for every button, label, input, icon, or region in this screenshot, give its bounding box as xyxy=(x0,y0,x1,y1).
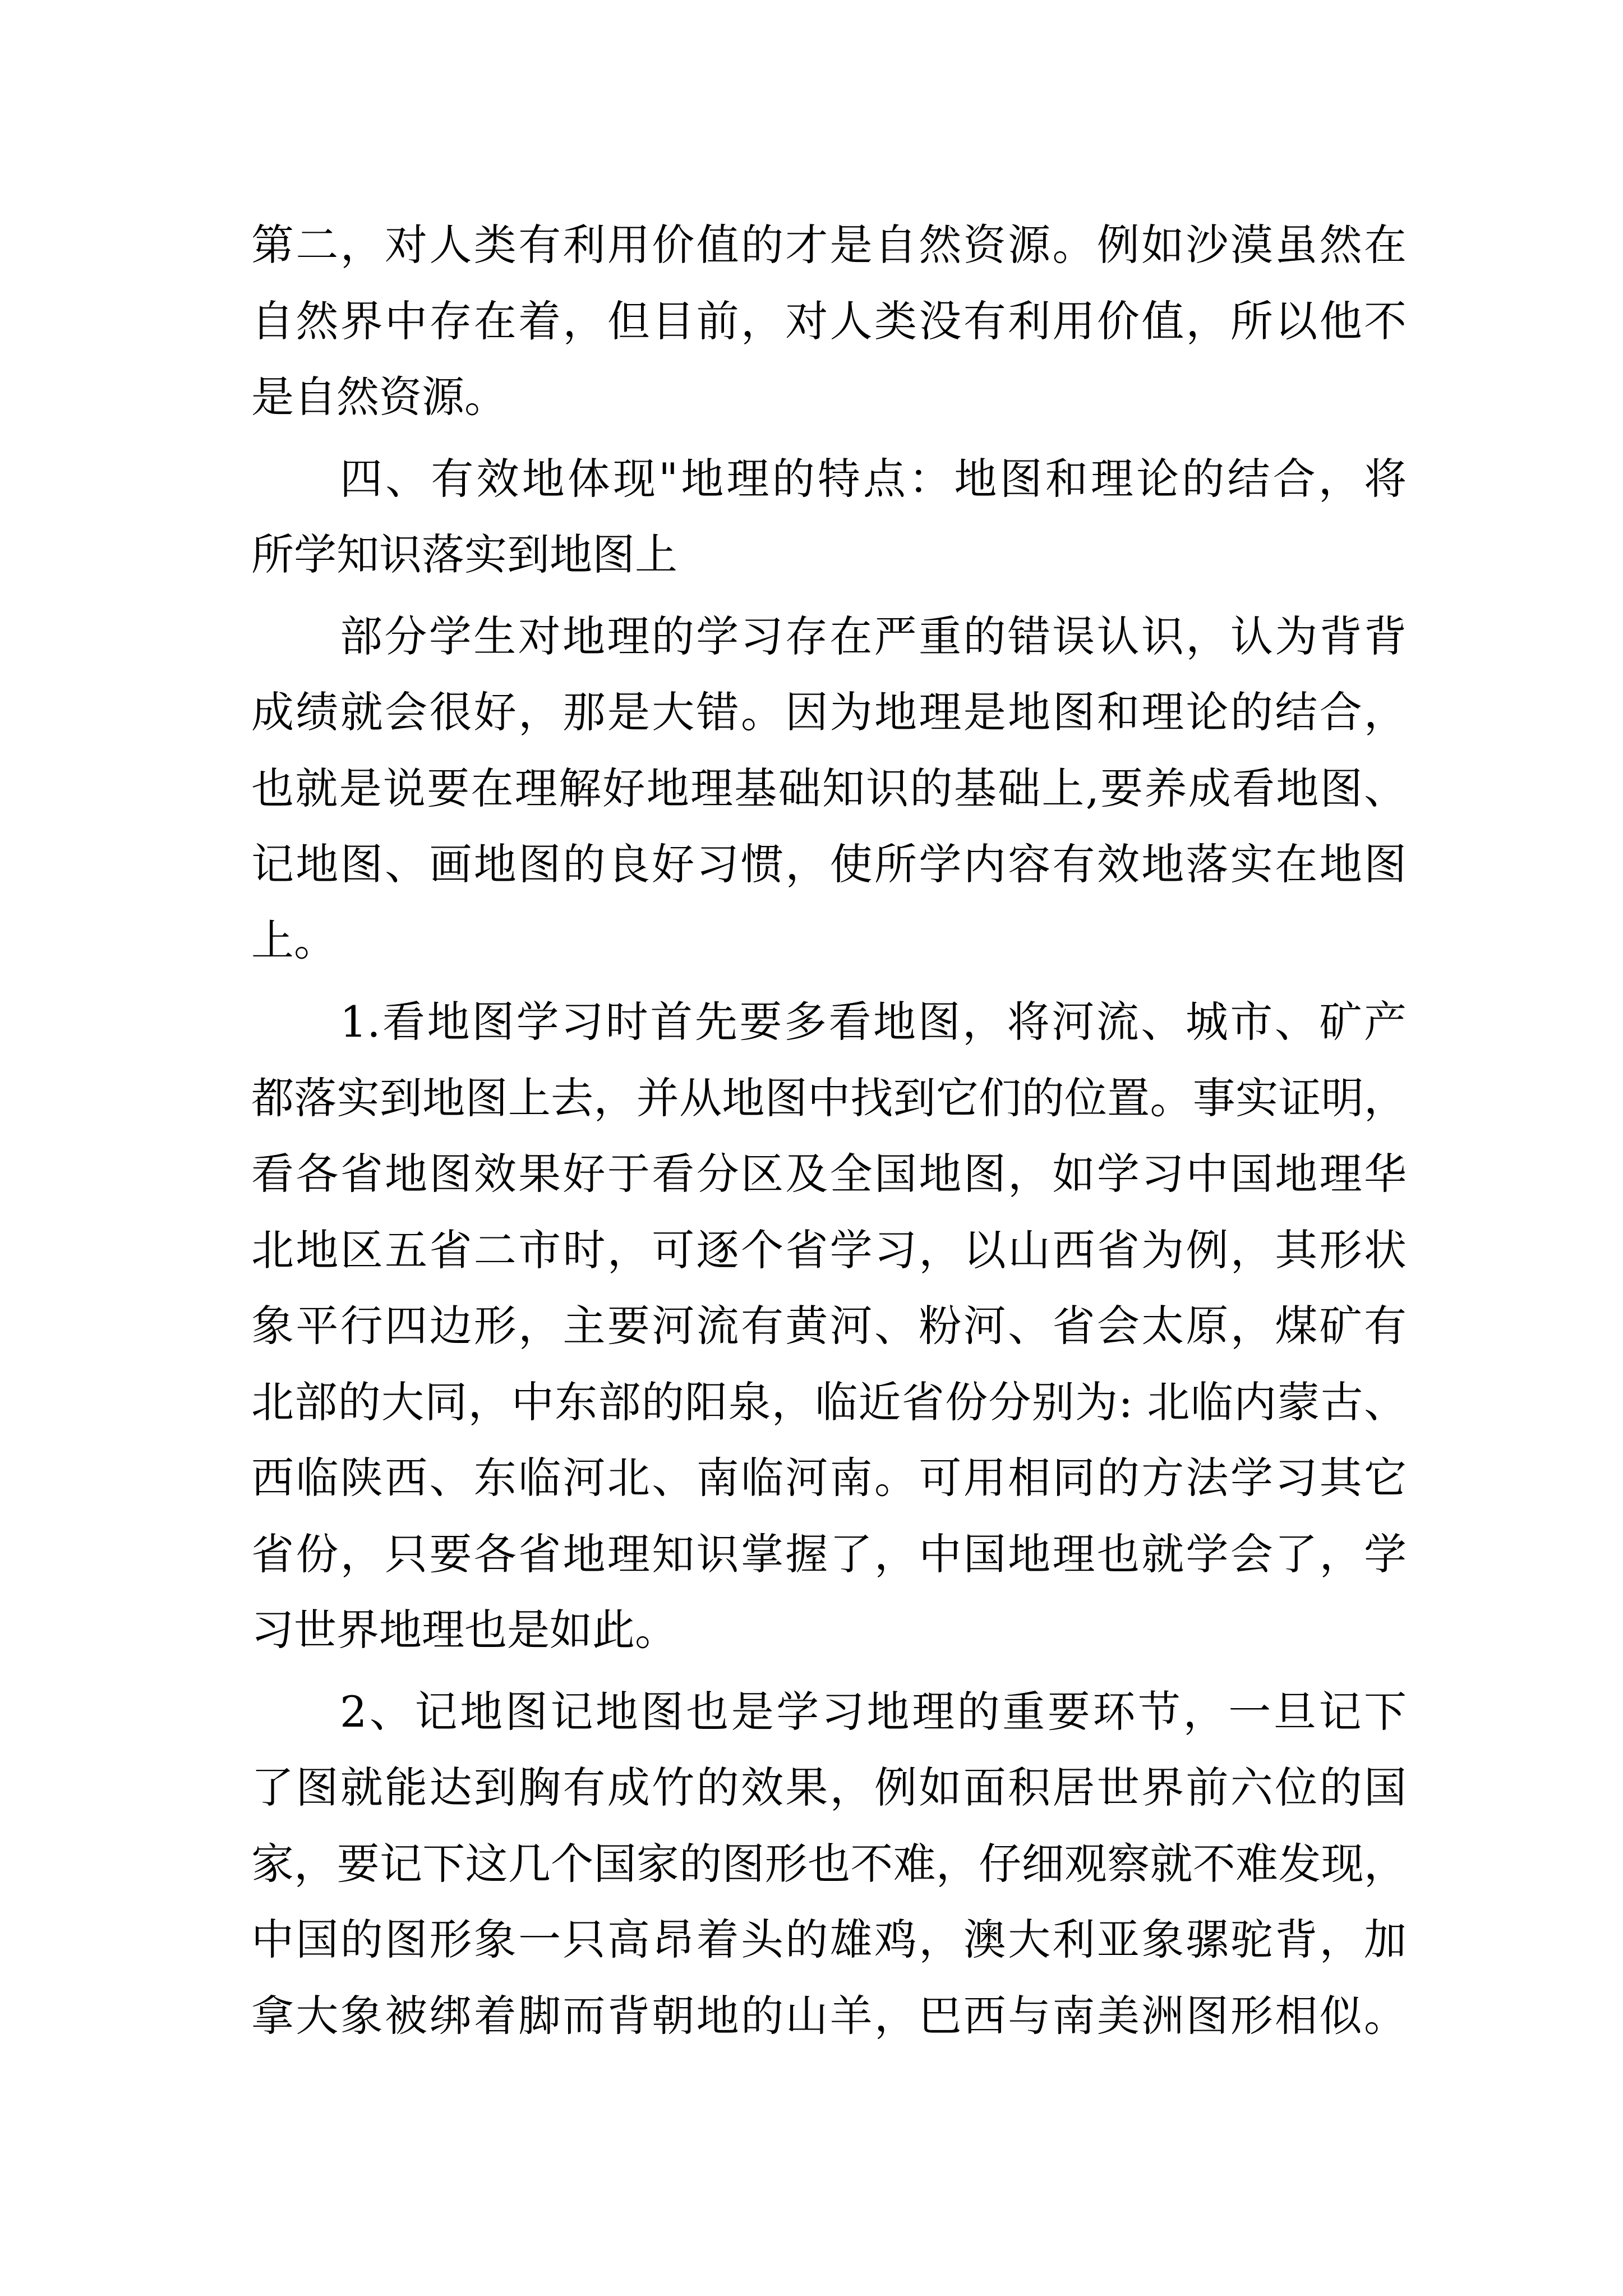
text-line: 省份，只要各省地理知识掌握了，中国地理也就学会了，学 xyxy=(251,1529,1407,1579)
text-line: 北地区五省二市时，可逐个省学习，以山西省为例，其形状 xyxy=(251,1225,1407,1275)
text-line: 家，要记下这几个国家的图形也不难，仔细观察就不难发现， xyxy=(251,1838,1407,1889)
text-line: 中国的图形象一只高昂着头的雄鸡，澳大利亚象骡驼背，加 xyxy=(251,1915,1407,1964)
item-1-reading-maps xyxy=(251,984,1407,1668)
text-line: 部分学生对地理的学习存在严重的错误认识，认为背背 xyxy=(340,611,1407,661)
section-heading-four xyxy=(251,441,1407,593)
text-line: 上。 xyxy=(251,915,336,965)
text-line: 习世界地理也是如此。 xyxy=(251,1605,677,1655)
text-line: 成绩就会很好，那是大错。因为地理是地图和理论的结合， xyxy=(251,687,1407,737)
paragraph-map-and-theory xyxy=(251,599,1407,979)
document-body xyxy=(251,207,1407,2054)
text-line: 第二，对人类有利用价值的才是自然资源。例如沙漠虽然在 xyxy=(251,220,1407,270)
text-line: 自然界中存在着，但目前，对人类没有利用价值，所以他不 xyxy=(251,296,1407,346)
text-line: 是自然资源。 xyxy=(251,372,507,422)
text-line: 象平行四边形，主要河流有黄河、粉河、省会太原，煤矿有 xyxy=(251,1301,1407,1351)
text-line: 所学知识落实到地图上 xyxy=(251,530,677,579)
text-line: 1.看地图学习时首先要多看地图，将河流、城市、矿产 xyxy=(340,997,1407,1047)
text-line: 北部的大同，中东部的阳泉，临近省份分别为: 北临内蒙古、 xyxy=(251,1377,1407,1427)
text-line: 了图就能达到胸有成竹的效果，例如面积居世界前六位的国 xyxy=(251,1763,1407,1812)
text-line: 都落实到地图上去，并从地图中找到它们的位置。事实证明， xyxy=(251,1073,1407,1123)
text-line: 四、有效地体现"地理的特点：地图和理论的结合，将 xyxy=(340,453,1407,504)
text-line: 记地图、画地图的良好习惯，使所学内容有效地落实在地图 xyxy=(251,839,1407,889)
text-line: 也就是说要在理解好地理基础知识的基础上,要养成看地图、 xyxy=(251,763,1407,813)
text-line: 拿大象被绑着脚而背朝地的山羊，巴西与南美洲图形相似。 xyxy=(251,1990,1407,2041)
text-line: 看各省地图效果好于看分区及全国地图，如学习中国地理华 xyxy=(251,1149,1407,1199)
paragraph-natural-resources-point-two xyxy=(251,207,1407,435)
text-line: 2、记地图记地图也是学习地理的重要环节，一旦记下 xyxy=(340,1686,1407,1737)
item-2-memorizing-maps xyxy=(251,1674,1407,2054)
text-line: 西临陕西、东临河北、南临河南。可用相同的方法学习其它 xyxy=(251,1453,1407,1503)
